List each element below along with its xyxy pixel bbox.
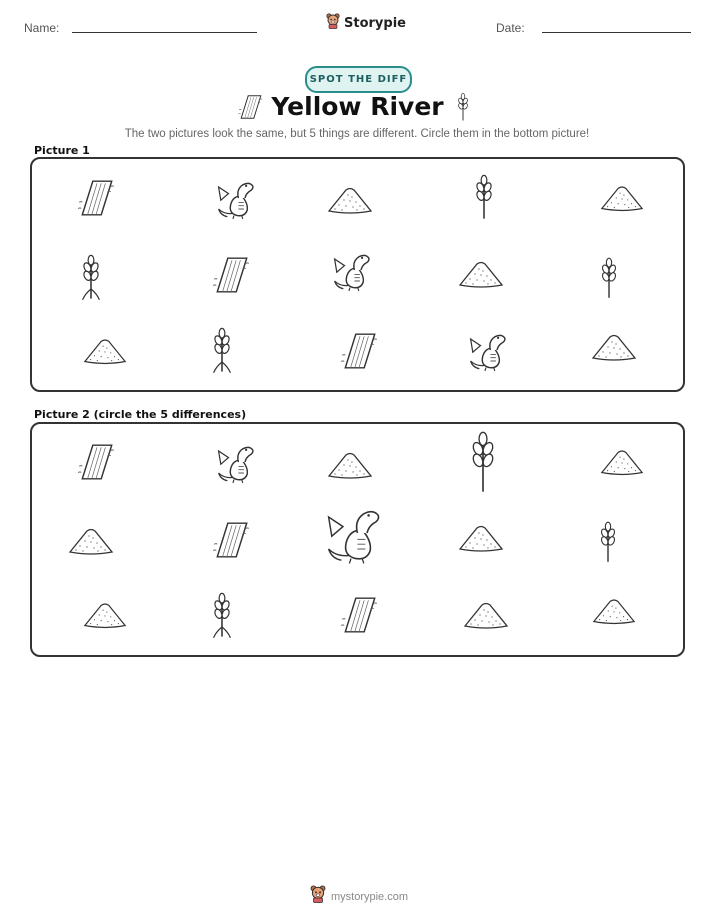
brand-logo (326, 13, 406, 34)
sand-pile-icon (82, 600, 128, 630)
date-label: Date: (496, 21, 525, 35)
dragon-icon (212, 176, 256, 220)
date-field[interactable] (542, 32, 691, 33)
sand-pile-icon (462, 600, 510, 630)
river-icon (210, 254, 254, 296)
sand-pile-icon (591, 596, 637, 626)
sand-pile-icon (457, 259, 505, 289)
river-icon (210, 519, 254, 561)
footer-url[interactable]: mystorypie.com (331, 890, 409, 903)
sand-pile-icon (326, 185, 374, 215)
footer (310, 885, 408, 908)
page-title: Yellow River (271, 92, 444, 121)
sand-pile-icon (326, 450, 374, 480)
wheat-icon (598, 255, 620, 301)
river-icon (338, 594, 382, 636)
sand-pile-icon (82, 336, 128, 366)
dragon-icon (328, 248, 372, 292)
sand-pile-icon (599, 183, 645, 213)
wheat-icon (455, 92, 471, 127)
instructions-text: The two pictures look the same, but 5 things are different. Circle them in the bottom picture! (124, 128, 590, 140)
wheat-icon (78, 253, 104, 301)
dragon-icon (212, 440, 256, 484)
wheat-icon (466, 429, 500, 495)
wheat-icon (597, 519, 619, 565)
wheat-icon (209, 591, 235, 639)
river-icon (75, 177, 119, 219)
name-label: Name: (24, 21, 60, 35)
river-icon (237, 93, 265, 126)
sand-pile-icon (599, 447, 645, 477)
picture-2-label: Picture 2 (circle the 5 differences) (34, 408, 247, 421)
wheat-icon (209, 326, 235, 374)
river-icon (75, 441, 119, 483)
name-field[interactable] (72, 32, 257, 33)
bear-mascot-icon (310, 885, 326, 908)
bear-mascot-icon (326, 13, 340, 34)
picture-1-label: Picture 1 (34, 144, 90, 157)
sand-pile-icon (67, 526, 115, 556)
brand-name: Storypie (344, 16, 406, 31)
activity-badge: SPOT THE DIFF (305, 66, 412, 93)
dragon-icon (318, 501, 384, 565)
river-icon (338, 330, 382, 372)
sand-pile-icon (590, 332, 638, 362)
sand-pile-icon (457, 523, 505, 553)
wheat-icon (472, 173, 496, 221)
dragon-icon (464, 328, 508, 372)
